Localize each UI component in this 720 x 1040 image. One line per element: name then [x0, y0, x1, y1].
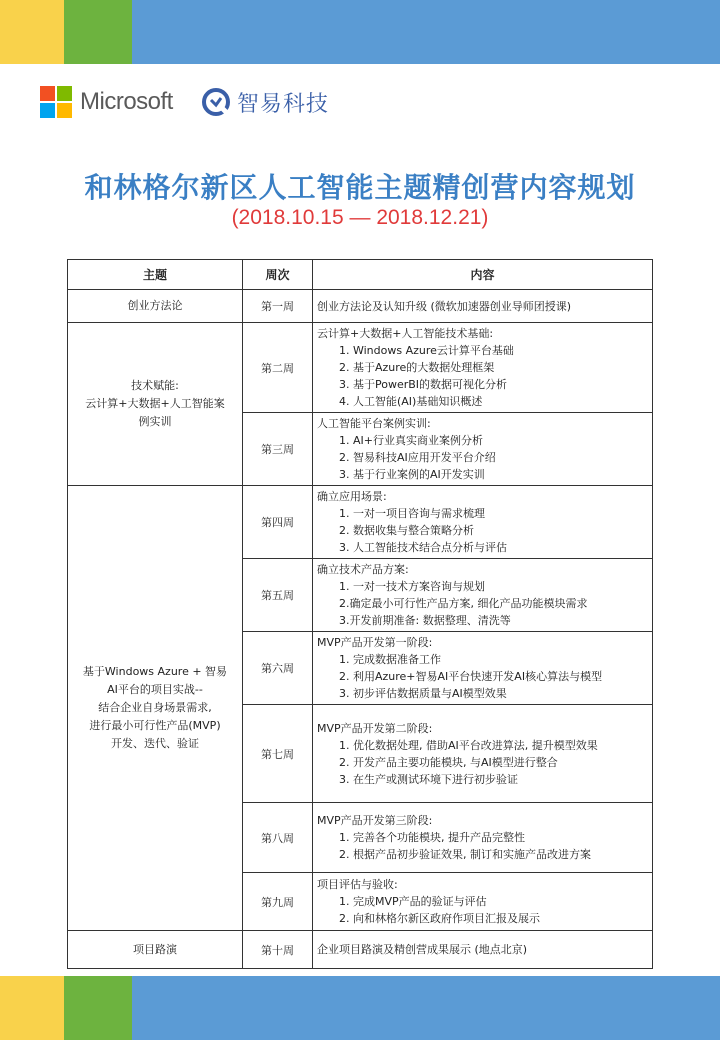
content-cell — [313, 632, 653, 705]
content-item: 3.开发前期准备: 数据整理、清洗等 — [339, 614, 511, 627]
content-cell: 企业项目路演及精创营成果展示 (地点北京) — [313, 931, 653, 969]
content-cell — [313, 803, 653, 873]
microsoft-wordmark: Microsoft — [80, 88, 173, 115]
theme-line: 开发、迭代、验证 — [111, 737, 199, 750]
band-blue — [132, 0, 720, 64]
content-title: 云计算+大数据+人工智能技术基础: — [317, 327, 494, 340]
week-cell: 第七周 — [243, 705, 313, 803]
theme-line: 基于Windows Azure + 智易 — [82, 665, 228, 678]
content-cell — [313, 413, 653, 486]
content-item: 1. 一对一项目咨询与需求梳理 — [339, 507, 485, 520]
theme-cell: 创业方法论 — [68, 290, 243, 323]
theme-line: 例实训 — [138, 415, 172, 428]
content-item: 1. 一对一技术方案咨询与规划 — [339, 580, 485, 593]
content-item: 1. 完成数据准备工作 — [339, 653, 441, 666]
bottom-color-band — [0, 976, 720, 1040]
content-item: 3. 基于行业案例的AI开发实训 — [339, 468, 485, 481]
table-row — [68, 486, 653, 559]
band-yellow — [0, 976, 64, 1040]
theme-cell: 项目路演 — [68, 931, 243, 969]
content-item: 3. 人工智能技术结合点分析与评估 — [339, 541, 507, 554]
content-item: 2. 利用Azure+智易AI平台快速开发AI核心算法与模型 — [339, 670, 603, 683]
table-header-row — [68, 260, 653, 290]
content-cell — [313, 559, 653, 632]
theme-cell — [68, 486, 243, 931]
content-title: 项目评估与验收: — [317, 878, 398, 891]
content-cell — [313, 873, 653, 931]
content-cell — [313, 323, 653, 413]
content-cell — [313, 486, 653, 559]
content-cell — [313, 705, 653, 803]
table-row — [68, 290, 653, 323]
content-item: 2. 向和林格尔新区政府作项目汇报及展示 — [339, 912, 540, 925]
content-item: 1. AI+行业真实商业案例分析 — [339, 434, 483, 447]
content-title: MVP产品开发第二阶段: — [317, 721, 433, 735]
week-cell: 第三周 — [243, 413, 313, 486]
microsoft-logo-icon — [40, 86, 72, 118]
content-item: 3. 基于PowerBI的数据可视化分析 — [339, 378, 508, 391]
content-title: 人工智能平台案例实训: — [317, 417, 431, 430]
content-cell: 创业方法论及认知升级 (微软加速器创业导师团授课) — [313, 290, 653, 323]
date-range: (2018.10.15 — 2018.12.21) — [231, 206, 489, 229]
content-item: 2. 智易科技AI应用开发平台介绍 — [339, 451, 496, 464]
content-title: MVP产品开发第一阶段: — [317, 636, 433, 649]
header-theme: 主题 — [68, 260, 243, 290]
week-cell: 第五周 — [243, 559, 313, 632]
table-row — [68, 323, 653, 413]
table-row — [68, 931, 653, 969]
content-item: 4. 人工智能(AI)基础知识概述 — [339, 395, 483, 408]
theme-cell — [68, 323, 243, 486]
top-color-band — [0, 0, 720, 64]
content-title: 确立应用场景: — [317, 490, 387, 503]
theme-line: 进行最小可行性产品(MVP) — [89, 719, 221, 732]
content-item: 1. 完成MVP产品的验证与评估 — [339, 895, 487, 908]
band-green — [64, 0, 132, 64]
content-title: MVP产品开发第三阶段: — [317, 814, 433, 827]
band-yellow — [0, 0, 64, 64]
theme-line: 云计算+大数据+人工智能案 — [85, 397, 225, 410]
band-green — [64, 976, 132, 1040]
header-content: 内容 — [313, 260, 653, 290]
content-item: 2. 开发产品主要功能模块, 与AI模型进行整合 — [339, 755, 558, 769]
content-item: 2. 基于Azure的大数据处理框架 — [339, 361, 495, 374]
content-item: 1. Windows Azure云计算平台基础 — [339, 344, 514, 357]
week-cell: 第四周 — [243, 486, 313, 559]
week-cell: 第八周 — [243, 803, 313, 873]
logo-bar — [40, 84, 329, 120]
header-week: 周次 — [243, 260, 313, 290]
content-item: 3. 在生产或测试环境下进行初步验证 — [339, 772, 518, 786]
content-item: 3. 初步评估数据质量与AI模型效果 — [339, 687, 507, 700]
week-cell: 第二周 — [243, 323, 313, 413]
plan-table — [67, 259, 653, 969]
content-item: 2. 数据收集与整合策略分析 — [339, 524, 474, 537]
zhiyi-wordmark: 智易科技 — [236, 91, 329, 117]
content-item: 1. 优化数据处理, 借助AI平台改进算法, 提升模型效果 — [339, 738, 598, 752]
theme-line: 结合企业自身场景需求, — [98, 701, 212, 714]
theme-line: AI平台的项目实战-- — [107, 683, 203, 696]
band-blue — [132, 976, 720, 1040]
page-title: 和林格尔新区人工智能主题精创营内容规划 — [84, 171, 636, 204]
zhiyi-logo-icon — [201, 87, 231, 117]
week-cell: 第六周 — [243, 632, 313, 705]
week-cell: 第九周 — [243, 873, 313, 931]
week-cell: 第十周 — [243, 931, 313, 969]
week-cell: 第一周 — [243, 290, 313, 323]
theme-line: 技术赋能: — [131, 379, 179, 392]
content-item: 1. 完善各个功能模块, 提升产品完整性 — [339, 831, 525, 844]
content-item: 2.确定最小可行性产品方案, 细化产品功能模块需求 — [339, 597, 588, 610]
content-item: 2. 根据产品初步验证效果, 制订和实施产品改进方案 — [339, 848, 591, 861]
content-title: 确立技术产品方案: — [317, 563, 409, 576]
